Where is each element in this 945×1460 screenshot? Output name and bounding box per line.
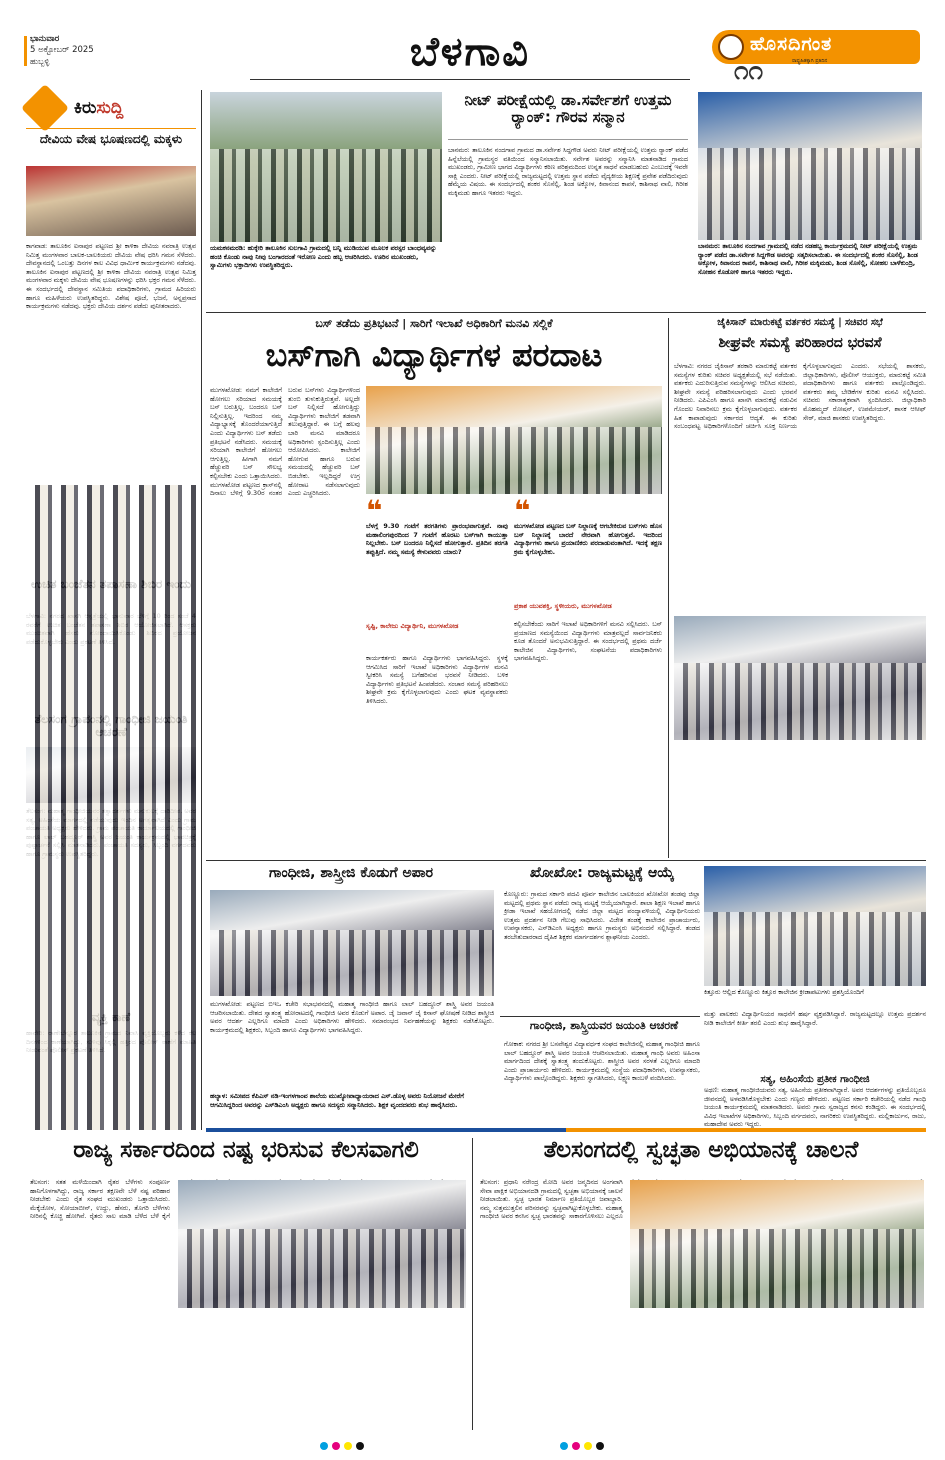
quote-1-by: ಸೃಷ್ಟಿ, ಕಾಲೇಜು ವಿದ್ಯಾರ್ಥಿನಿ, ಮುಗಳಖೋಡ (366, 622, 459, 630)
header-day: ಭಾನುವಾರ (30, 34, 60, 44)
neet-headline: ನೀಟ್ ಪರೀಕ್ಷೆಯಲ್ಲಿ ಡಾ.ಸರ್ವೇಶಗೆ ಉತ್ತಮ ರ‍್ಯಾಂಕ್: ಗೌರವ ಸನ್ಮಾನ (448, 92, 688, 140)
date-box (30, 34, 150, 70)
bus-protest-photo (366, 386, 662, 494)
gandhi-shastri-body: ಗೋಕಾಕ: ನಗರದ ಶ್ರೀ ಬಸವೇಶ್ವರ ವಿದ್ಯಾವರ್ಧಕ ಸಂಘದ ಕಾಲೇಜಿನಲ್ಲಿ ಮಹಾತ್ಮ ಗಾಂಧೀಜಿ ಹಾಗೂ ಲಾಲ್ ಬಹದ್ದೂರ್ ಶಾಸ್ತ್ರಿ ಅವರ ಜಯಂತಿ ಆಚರಿಸಲಾಯಿತು. ಮಹಾತ್ಮ ಗಾಂಧಿ ಅವರು ಅಹಿಂಸಾ ಮಾರ್ಗದಿಂದ ದೇಶಕ್ಕೆ ಸ್ವಾತಂತ್ರ್ಯ ತಂದುಕೊಟ್ಟರು. ಶಾಸ್ತ್ರೀಜಿ ಅವರ ಸರಳತೆ ಎಲ್ಲರಿಗೂ ಮಾದರಿ ಎಂದು ಪ್ರಾಚಾರ್ಯರು ಹೇಳಿದರು. ಕಾರ್ಯಕ್ರಮದಲ್ಲಿ ಸಂಸ್ಥೆಯ ಪದಾಧಿಕಾರಿಗಳು, ಉಪನ್ಯಾಸಕರು, ವಿದ್ಯಾರ್ಥಿಗಳು ಪಾಲ್ಗೊಂಡಿದ್ದರು. ಶಿಕ್ಷಕರು ಸ್ವಾಗತಿಸಿದರು, ಲಕ್ಷ್ಮಣ ಕಾಂಬಳೆ ವಂದಿಸಿದರು. (504, 1040, 700, 1083)
brief-1-body: ಕಾಗವಾಡ: ತಾಲೂಕಿನ ಐನಾಪುರ ಪಟ್ಟಣದ ಶ್ರೀ ಕಾಳಿಕಾ ದೇವಿಯ ನವರಾತ್ರಿ ಉತ್ಸವ ನಿಮಿತ್ತ ಮಂಗಳವಾರ ಬಾಲಕ-ಬಾಲಕಿಯರು ದೇವಿಯ ವೇಷ ಧರಿಸಿ ಗಮನ ಸೆಳೆದರು. ದೇವಸ್ಥಾನದಲ್ಲಿ ಒಂಬತ್ತು ದಿನಗಳ ಕಾಲ ವಿವಿಧ ಧಾರ್ಮಿಕ ಕಾರ್ಯಕ್ರಮಗಳು ನಡೆದವು. ತಾಲೂಕಿನ ಐನಾಪುರ ಪಟ್ಟಣದಲ್ಲಿ ಶ್ರೀ ಕಾಳಿಕಾ ದೇವಿಯ ನವರಾತ್ರಿ ಉತ್ಸವ ನಿಮಿತ್ತ ಮಂಗಳವಾರ ಮಕ್ಕಳು ದೇವಿಯ ವೇಷ ಭೂಷಣಗಳನ್ನು ಧರಿಸಿ ಭಕ್ತರ ಗಮನ ಸೆಳೆದರು. ಈ ಸಂದರ್ಭದಲ್ಲಿ ದೇವಸ್ಥಾನ ಸಮಿತಿಯ ಪದಾಧಿಕಾರಿಗಳು, ಗ್ರಾಮದ ಹಿರಿಯರು ಹಾಗೂ ಮಹಿಳೆಯರು ಉಪಸ್ಥಿತರಿದ್ದರು. ವಿಶೇಷ ಪೂಜೆ, ಭಜನೆ, ಅನ್ನಪ್ರಸಾದ ಕಾರ್ಯಕ್ರಮಗಳು ನಡೆದವು. ಭಕ್ತರು ದೇವಿಯ ದರ್ಶನ ಪಡೆದು ಪುನೀತರಾದರು. (26, 242, 196, 311)
neet-photo-caption: ಬಾನಮರ: ತಾಲೂಕಿನ ನಂದಗಾವ ಗ್ರಾಮದಲ್ಲಿ ನಡೆದ ನಡಹಬ್ಬ ಕಾರ್ಯಕ್ರಮದಲ್ಲಿ ನೀಟ್ ಪರೀಕ್ಷೆಯಲ್ಲಿ ಉತ್ತಮ ರ‍್ಯಾಂಕ್ ಪಡೆದ ಡಾ.ಸರ್ವೇಶ ಸಿದ್ದಗೌಡ ಅವರನ್ನು ಸತ್ಕರಿಸಲಾಯಿತು. ಈ ಸಂದರ್ಭದಲ್ಲಿ ಶಂಕರ ಸೊಸೆಲ್ಲಿ, ಶಿಂಡ ಅಕ್ಕೋಳ, ಕಿವಾನಂದ ಕಾಪಸೆ, ಕಾಶಿನಾಥ ವಾಲಿ, ಗಿರೀಶ ಮಕ್ಕಿಮಡು, ಶಿಂಡ ಸೊಸೆಲ್ಲಿ, ಸೋಹಲ ಬಾಳೆಕುಂದ್ರಿ, ಸೋಹನ ಕೊಡೋಳಿ ಹಾಗೂ ಇತರರು ಇದ್ದರು. (698, 242, 918, 276)
quote-2-text: ಮುಗಳಖೋಡ ಪಟ್ಟಣದ ಬಸ್ ನಿಲ್ದಾಣಕ್ಕೆ ಆಗಬೇಕಿರುವ ಬಸ್‌ಗಳು ಹೊಸ ಬಸ್ ನಿಲ್ದಾಣಕ್ಕೆ ಬಾರದೆ ನೇರವಾಗಿ ಹೋಗುತ್ತವೆ. ಇದರಿಂದ ವಿದ್ಯಾರ್ಥಿಗಳು ಹಾಗೂ ಪ್ರಯಾಣಿಕರು ಪರದಾಡುವಂತಾಗಿದೆ. ಇದಕ್ಕೆ ತಕ್ಷಣ ಕ್ರಮ ಕೈಗೊಳ್ಳಬೇಕು. (514, 522, 662, 556)
bus-body-1: ಮುಗಳಖೋಡ: ನಮಗೆ ಕಾಲೇಜಿಗೆ ಹೋಗಲು ಸರಿಯಾದ ಸಮಯಕ್ಕೆ ಬಸ್ ಬರುತ್ತಿಲ್ಲ. ಬಂದರೂ ಬಸ್ ನಿಲ್ಲಿಸುತ್ತಿಲ್ಲ. ಇದರಿಂದ ನಮ್ಮ ವಿದ್ಯಾಭ್ಯಾಸಕ್ಕೆ ತೊಂದರೆಯಾಗುತ್ತಿದೆ ಎಂದು ವಿದ್ಯಾರ್ಥಿಗಳು ಬಸ್ ತಡೆದು ಪ್ರತಿಭಟನೆ ನಡೆಸಿದರು. ಸಮಯಕ್ಕೆ ಸರಿಯಾಗಿ ಕಾಲೇಜಿಗೆ ಹೋಗಲು ಆಗುತ್ತಿಲ್ಲ. ಹೀಗಾಗಿ ನಮಗೆ ಹೆಚ್ಚುವರಿ ಬಸ್ ಸೌಲಭ್ಯ ಕಲ್ಪಿಸಬೇಕು ಎಂದು ಒತ್ತಾಯಿಸಿದರು. ಮುಗಳಖೋಡ ಪಟ್ಟಣದ ಕ್ರಾಸ್‌ನಲ್ಲಿ ದಿನಾಲು ಬೆಳಿಗ್ಗೆ 9.30ರ ನಂತರ ಬರುವ ಬಸ್‌ಗಳು ವಿದ್ಯಾರ್ಥಿಗಳಿಂದ ತುಂಬಿ ತುಳುಕುತ್ತಿರುತ್ತವೆ. ಅಲ್ಲದೇ ಬಸ್ ನಿಲ್ಲಿಸದೆ ಹೋಗುತ್ತಿದ್ದು ವಿದ್ಯಾರ್ಥಿಗಳು ಕಾಲೇಜಿಗೆ ತಡವಾಗಿ ತಲುಪುತ್ತಿದ್ದಾರೆ. ಈ ಬಗ್ಗೆ ಹಲವು ಬಾರಿ ಮನವಿ ಮಾಡಿದರೂ ಅಧಿಕಾರಿಗಳು ಸ್ಪಂದಿಸುತ್ತಿಲ್ಲ ಎಂದು ಆರೋಪಿಸಿದರು. ಕಾಲೇಜಿಗೆ ಹೋಗುವ ಹಾಗೂ ಬರುವ ಸಮಯದಲ್ಲಿ ಹೆಚ್ಚುವರಿ ಬಸ್ ಬಿಡಬೇಕು. ಇಲ್ಲದಿದ್ದರೆ ಉಗ್ರ ಹೋರಾಟ ನಡೆಸಲಾಗುವುದು ಎಂದು ಎಚ್ಚರಿಸಿದರು. (210, 386, 360, 498)
bus-body-2: ಕಾರ್ಯಕರ್ತರು ಹಾಗೂ ವಿದ್ಯಾರ್ಥಿಗಳು ಭಾಗವಹಿಸಿದ್ದರು. ಸ್ಥಳಕ್ಕೆ ಆಗಮಿಸಿದ ಸಾರಿಗೆ ಇಲಾಖೆ ಅಧಿಕಾರಿಗಳು ವಿದ್ಯಾರ್ಥಿಗಳ ಮನವಿ ಸ್ವೀಕರಿಸಿ ಸಮಸ್ಯೆ ಬಗೆಹರಿಸುವ ಭರವಸೆ ನೀಡಿದರು. ಬಳಿಕ ವಿದ್ಯಾರ್ಥಿಗಳು ಪ್ರತಿಭಟನೆ ಹಿಂಪಡೆದರು. ಸಂಚಾರ ಸಮಸ್ಯೆ ಪರಿಹರಿಸಲು ಶೀಘ್ರವೇ ಕ್ರಮ ಕೈಗೊಳ್ಳಲಾಗುವುದು ಎಂದು ಘಟಕ ವ್ಯವಸ್ಥಾಪಕರು ತಿಳಿಸಿದರು. (366, 654, 508, 705)
gandhi-shastri-headline: ಗಾಂಧೀಜಿ, ಶಾಸ್ತ್ರಿಯವರ ಜಯಂತಿ ಆಚರಣೆ (529, 1019, 679, 1032)
bus-kicker: ಬಸ್ ತಡೆದು ಪ್ರತಿಭಟನೆ | ಸಾರಿಗೆ ಇಲಾಖೆ ಅಧಿಕಾರಿಗೆ ಮನವಿ ಸಲ್ಲಿಕೆ (315, 317, 553, 330)
kho-body-2: ಮತ್ತು ಪಾಲಕರು ವಿದ್ಯಾರ್ಥಿನಿಯರ ಸಾಧನೆಗೆ ಹರ್ಷ ವ್ಯಕ್ತಪಡಿಸಿದ್ದಾರೆ. ರಾಜ್ಯಮಟ್ಟದಲ್ಲೂ ಉತ್ತಮ ಪ್ರದರ್ಶನ ನೀಡಿ ಕಾಲೇಜಿಗೆ ಕೀರ್ತಿ ತರಲಿ ಎಂದು ಶುಭ ಹಾರೈಸಿದ್ದಾರೆ. (704, 1010, 926, 1027)
kho-headline: ಖೋಖೋ: ರಾಜ್ಯಮಟ್ಟಕ್ಕೆ ಆಯ್ಕೆ (529, 865, 675, 881)
gandhi-kodugi-photo (210, 890, 494, 996)
satya-block (704, 1074, 926, 1129)
swachhata-headline: ತೆಲಸಂಗದಲ್ಲಿ ಸ್ವಚ್ಛತಾ ಅಭಿಯಾನಕ್ಕೆ ಚಾಲನೆ (543, 1137, 859, 1163)
quote-1-text: ಬೆಳಗ್ಗೆ 9.30 ಗಂಟೆಗೆ ತರಗತಿಗಳು ಪ್ರಾರಂಭವಾಗುತ್ತವೆ. ನಾವು ಮಹಾಲಿಂಗಪುರದಿಂದ 7 ಗಂಟೆಗೆ ಹೊರಟು ಬಸ್‌ಗಾಗಿ ಕಾಯುತ್ತಾ ನಿಲ್ಲಬೇಕು. ಬಸ್ ಬಂದರೂ ನಿಲ್ಲಿಸದೆ ಹೋಗುತ್ತಾರೆ. ಪ್ರತಿದಿನ ತರಗತಿ ತಪ್ಪುತ್ತಿದೆ. ನಮ್ಮ ಸಮಸ್ಯೆ ಕೇಳುವವರು ಯಾರು? (366, 522, 508, 556)
quote-icon-1: ❝ (366, 494, 383, 527)
kho-caption: ಕಿತ್ತೂರು ಆಲ್ಲಿದ ಕೊಣ್ಣೂರು ಕಿತ್ತೂರ ಕಾಲೇಜಿನ ಕ್ರೀಡಾಪಟುಗಳು ಪ್ರಶಸ್ತಿಯೊಂದಿಗೆ (704, 988, 864, 996)
kho-photo (704, 866, 926, 986)
kirusuddi-label: ಕಿರು ಸುದ್ದಿ (26, 90, 196, 126)
bus-headline: ಬಸ್‌ಗಾಗಿ ವಿದ್ಯಾರ್ಥಿಗಳ ಪರದಾಟ (265, 336, 603, 374)
jackson-headline: ಶೀಘ್ರವೇ ಸಮಸ್ಯೆ ಪರಿಹಾರದ ಭರವಸೆ (718, 335, 882, 351)
header-city: ಹುಬ್ಬಳ್ಳಿ (30, 57, 50, 66)
quote-box-1 (366, 494, 508, 650)
brief-3-photo (26, 747, 196, 803)
quote-2-by: ಪ್ರಕಾಶ ಯುವಶಕ್ತಿ, ಸ್ಥಳೀಯರು, ಮುಗಳಖೋಡ (514, 602, 612, 610)
page-number: ೧೧ (734, 56, 764, 86)
jackson-kicker: ಜೈಕಿಸಾನ್ ಮಾರುಕಟ್ಟೆ ವರ್ತಕರ ಸಮಸ್ಯೆ | ಸಚಿವರ ಸಭೆ (717, 317, 883, 328)
bus-body-3: ಕಲ್ಪಿಸಬೇಕೆಂದು ಸಾರಿಗೆ ಇಲಾಖೆ ಅಧಿಕಾರಿಗಳಿಗೆ ಮನವಿ ಸಲ್ಲಿಸಿದರು. ಬಸ್ ಪ್ರಯಾಣದ ಸಮಸ್ಯೆಯಿಂದ ವಿದ್ಯಾರ್ಥಿಗಳು ಮಾತ್ರವಲ್ಲದೆ ಸಾರ್ವಜನಿಕರು ಕೂಡ ತೊಂದರೆ ಅನುಭವಿಸುತ್ತಿದ್ದಾರೆ. ಈ ಸಂದರ್ಭದಲ್ಲಿ ಪ್ರಥಮ ದರ್ಜೆ ಕಾಲೇಜಿನ ವಿದ್ಯಾರ್ಥಿಗಳು, ಸಂಘಟನೆಯ ಪದಾಧಿಕಾರಿಗಳು ಭಾಗವಹಿಸಿದ್ದರು. (514, 620, 662, 663)
brief-1-title: ದೇವಿಯ ವೇಷ ಭೂಷಣದಲ್ಲಿ ಮಕ್ಕಳು (39, 132, 183, 146)
rajya-headline: ರಾಜ್ಯ ಸರ್ಕಾರದಿಂದ ನಷ್ಟ ಭರಿಸುವ ಕೆಲಸವಾಗಲಿ (73, 1137, 419, 1163)
skill-caption: ಹಲ್ಯಾಳ: ಸಮೀಪದ ಕೆಪಿಎಸ್ ನಡಿ-ಇಂಗಳಗಾಂವ ಶಾಲೆಯ ಮುಖ್ಯೋಪಾಧ್ಯಾಯರಾದ ಎಸ್.ಡೊಳ್ಳ ಅವರು ನಿಯೋಜನೆ ಮೇರೆಗೆ ಆಗಮಿಸಿದ್ದರಿಂದ ಅವರನ್ನು ಎಸ್‌ಡಿಎಂಸಿ ಅಧ್ಯಕ್ಷರು ಹಾಗೂ ಸದಸ್ಯರು ಸನ್ಮಾನಿಸಿದರು. ಶಿಕ್ಷಕ ವೃಂದದವರು ಶುಭ ಹಾರೈಸಿದರು. (210, 1092, 464, 1109)
quote-icon-2: ❝ (514, 494, 531, 527)
swachhata-photo (630, 1180, 924, 1308)
masthead-tagline: ರಾಷ್ಟ್ರಹಿತಕ್ಕಾಗಿ ಪ್ರತಿದಿನ (792, 58, 828, 64)
yamakanmaradi-caption: ಯಮಕನಮರಡಿ: ಹುಕ್ಕೇರಿ ತಾಲೂಕಿನ ಸುಲಗಾವಿ ಗ್ರಾಮದಲ್ಲಿ ಬನ್ನಿ ಮುಡಿಯುವ ಮೂಲಕ ಪರಸ್ಪರ ಬಾಂಧವ್ಯವನ್ನು ಹಂಚಿ ಕೊಂಡು ನಾವು ನೀವು ಬಂಗಾರದಂತೆ ಇರೋಣ ಎಂದು ಹಬ್ಬ ಆಚರಿಸಿದರು. ಊರಿನ ಮುಖಂಡರು, ಸ್ವಾಮಿಗಳು ಭಕ್ತಾದಿಗಳು ಉಪಸ್ಥಿತರಿದ್ದರು. (210, 244, 437, 270)
brief-1-photo (26, 166, 196, 236)
neet-photo (698, 92, 922, 240)
hand-icon (21, 84, 69, 132)
registration-marks-left (320, 1442, 380, 1452)
kirusuddi-column (26, 90, 196, 1130)
rajya-photo (178, 1180, 466, 1308)
satya-body: ಅಥಣಿ: ಮಹಾತ್ಮ ಗಾಂಧೀಜಿಯವರು ಸತ್ಯ, ಅಹಿಂಸೆಯ ಪ್ರತೀಕವಾಗಿದ್ದಾರೆ. ಅವರ ಆದರ್ಶಗಳನ್ನು ಪ್ರತಿಯೊಬ್ಬರೂ ಜೀವನದಲ್ಲಿ ಅಳವಡಿಸಿಕೊಳ್ಳಬೇಕು ಎಂದು ಗಣ್ಯರು ಹೇಳಿದರು. ಪಟ್ಟಣದ ಸರ್ಕಾರಿ ಕಚೇರಿಯಲ್ಲಿ ನಡೆದ ಗಾಂಧಿ ಜಯಂತಿ ಕಾರ್ಯಕ್ರಮದಲ್ಲಿ ಮಾತನಾಡಿದರು. ಅವರು ಗ್ರಾಮ ಸ್ವರಾಜ್ಯದ ಕನಸು ಕಂಡಿದ್ದರು. ಈ ಸಂದರ್ಭದಲ್ಲಿ ವಿವಿಧ ಇಲಾಖೆಗಳ ಅಧಿಕಾರಿಗಳು, ಸಿಬ್ಬಂದಿ ವರ್ಗದವರು, ನಾಗರಿಕರು ಉಪಸ್ಥಿತರಿದ್ದರು. ಮಲ್ಲಿಕಾರ್ಜುನ, ರಾಜು, ಮಹಾದೇವ ಅವರು ಇದ್ದರು. (704, 1086, 926, 1129)
gandhi-kodugi-body: ಮುಗಳಖೋಡ: ಪಟ್ಟಣದ ಬಿಇಒ ಕಚೇರಿ ಸಭಾಭವನದಲ್ಲಿ ಮಹಾತ್ಮ ಗಾಂಧೀಜಿ ಹಾಗೂ ಲಾಲ್ ಬಹದ್ದೂರ್ ಶಾಸ್ತ್ರಿ ಅವರ ಜಯಂತಿ ಆಚರಿಸಲಾಯಿತು. ದೇಶದ ಸ್ವಾತಂತ್ರ್ಯ ಹೋರಾಟದಲ್ಲಿ ಗಾಂಧೀಜಿ ಅವರ ಕೊಡುಗೆ ಅಪಾರ. ಜೈ ಜವಾನ್ ಜೈ ಕಿಸಾನ್ ಘೋಷಣೆ ನೀಡಿದ ಶಾಸ್ತ್ರೀಜಿ ಅವರ ಆದರ್ಶ ಎಲ್ಲರಿಗೂ ಮಾದರಿ ಎಂದು ಅಧಿಕಾರಿಗಳು ಹೇಳಿದರು. ಸಮಾರಂಭದ ನಿರ್ವಹಣೆಯನ್ನು ಶಿಕ್ಷಕರು ನಡೆಸಿಕೊಟ್ಟರು. ಕಾರ್ಯಕ್ರಮದಲ್ಲಿ ಶಿಕ್ಷಕರು, ಸಿಬ್ಬಂದಿ ಹಾಗೂ ವಿದ್ಯಾರ್ಥಿಗಳು ಭಾಗವಹಿಸಿದ್ದರು. (210, 1000, 494, 1034)
gandhi-kodugi-headline: ಗಾಂಧೀಜಿ, ಶಾಸ್ತ್ರೀಜಿ ಕೊಡುಗೆ ಅಪಾರ (268, 865, 434, 881)
kho-body: ಕೊಣ್ಣೂರು: ಗ್ರಾಮದ ಸರ್ಕಾರಿ ಪದವಿ ಪೂರ್ವ ಕಾಲೇಜಿನ ಬಾಲಕಿಯರ ಖೋಖೋ ತಂಡವು ಜಿಲ್ಲಾ ಮಟ್ಟದಲ್ಲಿ ಪ್ರಥಮ ಸ್ಥಾನ ಪಡೆದು ರಾಜ್ಯ ಮಟ್ಟಕ್ಕೆ ಆಯ್ಕೆಯಾಗಿದ್ದಾರೆ. ಶಾಲಾ ಶಿಕ್ಷಣ ಇಲಾಖೆ ಹಾಗೂ ಕ್ರೀಡಾ ಇಲಾಖೆ ಸಹಯೋಗದಲ್ಲಿ ನಡೆದ ಜಿಲ್ಲಾ ಮಟ್ಟದ ಪಂದ್ಯಾವಳಿಯಲ್ಲಿ ವಿದ್ಯಾರ್ಥಿನಿಯರು ಉತ್ತಮ ಪ್ರದರ್ಶನ ನೀಡಿ ಗೆಲುವು ಸಾಧಿಸಿದರು. ವಿಜೇತ ತಂಡಕ್ಕೆ ಕಾಲೇಜಿನ ಪ್ರಾಚಾರ್ಯರು, ಉಪನ್ಯಾಸಕರು, ಎಸ್‌ಡಿಎಂಸಿ ಅಧ್ಯಕ್ಷರು ಹಾಗೂ ಗ್ರಾಮಸ್ಥರು ಅಭಿನಂದನೆ ಸಲ್ಲಿಸಿದ್ದಾರೆ. ತಂಡದ ತರಬೇತುದಾರರಾದ ದೈಹಿಕ ಶಿಕ್ಷಕರ ಮಾರ್ಗದರ್ಶನ ಶ್ಲಾಘನೀಯ ಎಂದರು. (504, 890, 700, 941)
masthead-title: ಹೊಸದಿಗಂತ (750, 33, 833, 55)
header-date: 5 ಅಕ್ಟೋಬರ್ 2025 (30, 45, 94, 55)
neet-body: ಬಾನಮರ: ತಾಲೂಕಿನ ನಂದಗಾವ ಗ್ರಾಮದ ಡಾ.ಸರ್ವೇಶ ಸಿದ್ದಗೌಡ ಅವರು ನೀಟ್ ಪರೀಕ್ಷೆಯಲ್ಲಿ ಉತ್ತಮ ರ‍್ಯಾಂಕ್ ಪಡೆದ ಹಿನ್ನೆಲೆಯಲ್ಲಿ ಗ್ರಾಮಸ್ಥರ ವತಿಯಿಂದ ಸನ್ಮಾನಿಸಲಾಯಿತು. ಸರ್ವೇಶ ಅವರನ್ನು ಸನ್ಮಾನಿಸಿ ಮಾತನಾಡಿದ ಗ್ರಾಮದ ಮುಖಂಡರು, ಗ್ರಾಮೀಣ ಭಾಗದ ವಿದ್ಯಾರ್ಥಿಗಳು ಕಠಿಣ ಪರಿಶ್ರಮದಿಂದ ಉನ್ನತ ಸಾಧನೆ ಮಾಡಬಹುದು ಎಂಬುದಕ್ಕೆ ಇವರೇ ಸಾಕ್ಷಿ ಎಂದರು. ನೀಟ್ ಪರೀಕ್ಷೆಯಲ್ಲಿ ರಾಜ್ಯಮಟ್ಟದಲ್ಲಿ ಉತ್ತಮ ಸ್ಥಾನ ಪಡೆದು ವೈದ್ಯಕೀಯ ಶಿಕ್ಷಣಕ್ಕೆ ಪ್ರವೇಶ ಪಡೆದಿರುವುದು ಹೆಮ್ಮೆಯ ವಿಷಯ. ಈ ಸಂದರ್ಭದಲ್ಲಿ ಶಂಕರ ಸೊಸೆಲ್ಲಿ, ಶಿಂಡ ಅಕ್ಕೋಳ, ಕಿವಾನಂದ ಕಾಪಸೆ, ಕಾಶಿನಾಥ ವಾಲಿ, ಗಿರೀಶ ಮಕ್ಕಿಮಡು ಹಾಗೂ ಇತರರು ಇದ್ದರು. (448, 146, 688, 197)
swachhata-body: ತೆಲಸಂಗ: ಪ್ರಧಾನಿ ನರೇಂದ್ರ ಮೋದಿ ಅವರ ಜನ್ಮದಿನದ ಅಂಗವಾಗಿ ಸೇವಾ ಪಾಕ್ಷಿಕ ಅಭಿಯಾನದಡಿ ಗ್ರಾಮದಲ್ಲಿ ಸ್ವಚ್ಛತಾ ಅಭಿಯಾನಕ್ಕೆ ಚಾಲನೆ ನೀಡಲಾಯಿತು. ಸ್ವಚ್ಛ ಭಾರತ ನಿರ್ಮಾಣ ಪ್ರತಿಯೊಬ್ಬರ ಜವಾಬ್ದಾರಿ. ನಮ್ಮ ಸುತ್ತಮುತ್ತಲಿನ ಪರಿಸರವನ್ನು ಸ್ವಚ್ಛವಾಗಿಟ್ಟುಕೊಳ್ಳಬೇಕು. ಮಹಾತ್ಮ ಗಾಂಧೀಜಿ ಅವರ ಕನಸಿನ ಸ್ವಚ್ಛ ಭಾರತವನ್ನು ಸಾಕಾರಗೊಳಿಸಲು ಎಲ್ಲರೂ (480, 1178, 623, 1221)
edition-title: ಬೆಳಗಾವಿ (250, 28, 690, 80)
yamakanmaradi-photo (210, 92, 442, 242)
jackson-body: ಬೆಳಗಾವಿ: ನಗರದ ಜೈಕಿಸಾನ್ ತರಕಾರಿ ಮಾರುಕಟ್ಟೆ ವರ್ತಕರ ಸಮಸ್ಯೆಗಳ ಕುರಿತು ಸಚಿವರ ಅಧ್ಯಕ್ಷತೆಯಲ್ಲಿ ಸಭೆ ನಡೆಯಿತು. ವರ್ತಕರು ಎದುರಿಸುತ್ತಿರುವ ಸಮಸ್ಯೆಗಳನ್ನು ಆಲಿಸಿದ ಸಚಿವರು, ಶೀಘ್ರವೇ ಸಮಸ್ಯೆ ಪರಿಹರಿಸಲಾಗುವುದು ಎಂದು ಭರವಸೆ ನೀಡಿದರು. ಎಪಿಎಂಸಿ ಹಾಗೂ ಖಾಸಗಿ ಮಾರುಕಟ್ಟೆ ನಡುವಿನ ಗೊಂದಲ ನಿವಾರಿಸಲು ಕ್ರಮ ಕೈಗೊಳ್ಳಲಾಗುವುದು. ವರ್ತಕರ ಹಿತ ಕಾಪಾಡುವುದು ಸರ್ಕಾರದ ಆದ್ಯತೆ. ಈ ಕುರಿತು ಸಂಬಂಧಪಟ್ಟ ಅಧಿಕಾರಿಗಳೊಂದಿಗೆ ಚರ್ಚಿಸಿ ಸೂಕ್ತ ನಿರ್ಣಯ ಕೈಗೊಳ್ಳಲಾಗುವುದು ಎಂದರು. ಸಭೆಯಲ್ಲಿ ಶಾಸಕರು, ಜಿಲ್ಲಾಧಿಕಾರಿಗಳು, ಪೊಲೀಸ್ ಆಯುಕ್ತರು, ಮಾರುಕಟ್ಟೆ ಸಮಿತಿ ಪದಾಧಿಕಾರಿಗಳು ಹಾಗೂ ವರ್ತಕರು ಪಾಲ್ಗೊಂಡಿದ್ದರು. ವರ್ತಕರು ತಮ್ಮ ಬೇಡಿಕೆಗಳ ಕುರಿತು ಮನವಿ ಸಲ್ಲಿಸಿದರು. ಸಚಿವರು ಸಕಾರಾತ್ಮಕವಾಗಿ ಸ್ಪಂದಿಸಿದರು. ಜಿಲ್ಲಾಧಿಕಾರಿ ಮೊಹಮ್ಮದ್ ರೋಷನ್, ಉಪಮೇಯರ್, ಶಾಸಕ ಆಸೀಫ್ ಸೇಠ್, ಮಾಜಿ ಶಾಸಕರು ಉಪಸ್ಥಿತರಿದ್ದರು. (674, 362, 926, 431)
satya-title: ಸತ್ಯ, ಅಹಿಂಸೆಯ ಪ್ರತೀಕ ಗಾಂಧೀಜಿ (760, 1074, 870, 1085)
jackson-meeting-photo (674, 616, 926, 740)
registration-marks-right (560, 1442, 620, 1452)
rajya-body: ತೆಲಸಂಗ: ಸತತ ಮಳೆಯಿಂದಾಗಿ ರೈತರ ಬೆಳೆಗಳು ಸಂಪೂರ್ಣ ಹಾನಿಗೊಳಗಾಗಿದ್ದು, ರಾಜ್ಯ ಸರ್ಕಾರ ತಕ್ಷಣವೇ ಬೆಳೆ ನಷ್ಟ ಪರಿಹಾರ ನೀಡಬೇಕು ಎಂದು ರೈತ ಸಂಘದ ಮುಖಂಡರು ಒತ್ತಾಯಿಸಿದರು. ಮೆಕ್ಕೆಜೋಳ, ಸೋಯಾಬೀನ್, ಉದ್ದು, ಹೆಸರು, ತೊಗರಿ ಬೆಳೆಗಳು ನೀರಿನಲ್ಲಿ ಕೊಚ್ಚಿ ಹೋಗಿವೆ. ರೈತರು ಸಾಲ ಮಾಡಿ ಬೆಳೆದ ಬೆಳೆ ಕೈಗೆ (30, 1178, 170, 1221)
